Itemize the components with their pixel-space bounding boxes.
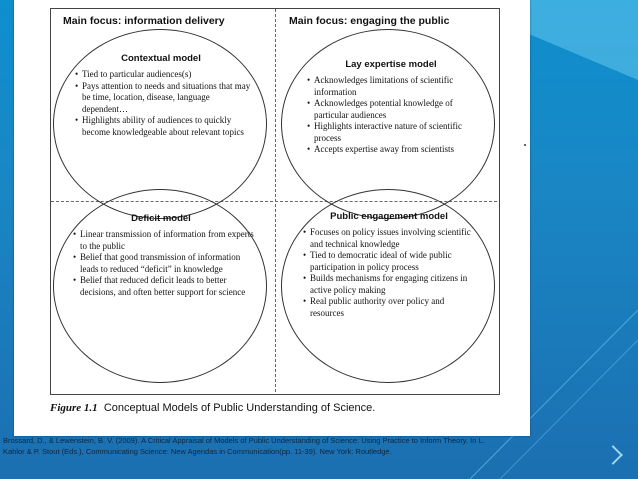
public-engagement-point: • Focuses on policy issues involving scientific and technical knowledge <box>303 227 479 250</box>
public-engagement-point: • Real public authority over policy and resources <box>303 296 479 319</box>
public-engagement-point: • Builds mechanisms for engaging citizens in active policy making <box>303 273 479 296</box>
lay-expertise-model-points <box>307 75 477 156</box>
deficit-point: • Belief that reduced deficit leads to better decisions, and often better support for science <box>73 275 255 298</box>
figure-caption-text: Conceptual Models of Public Understanding of Science. <box>103 402 376 414</box>
source-citation: Brossard, D., & Lewenstein, B. V. (2009). A Critical Appraisal of Models of Public Understanding of Science: Using Practice to Inform Theory. In L. Kahlor & P. Stout (Eds.), Communicating Science: New Agendas in Communication(pp. 11-39). New York: Routledge. <box>3 436 485 456</box>
diagram-frame <box>50 8 500 395</box>
deficit-model-title: Deficit model <box>131 213 191 224</box>
deficit-point: • Linear transmission of information from experts to the public <box>73 229 255 252</box>
contextual-point: • Tied to particular audiences(s) <box>75 69 255 81</box>
public-engagement-model-points <box>303 227 479 319</box>
lay-expertise-point: • Acknowledges potential knowledge of particular audiences <box>307 98 477 121</box>
lay-expertise-point: • Acknowledges limitations of scientific information <box>307 75 477 98</box>
lay-expertise-point: • Accepts expertise away from scientists <box>307 144 477 156</box>
contextual-model-title: Contextual model <box>121 53 201 64</box>
figure-caption <box>50 402 375 414</box>
lay-expertise-model-title: Lay expertise model <box>345 59 437 70</box>
deficit-model-points <box>73 229 255 298</box>
heading-information-delivery: Main focus: information delivery <box>63 15 225 27</box>
figure-panel <box>14 0 530 436</box>
contextual-point: • Highlights ability of audiences to quickly become knowledgeable about relevant topics <box>75 115 255 138</box>
deficit-point: • Belief that good transmission of information leads to reduced “deficit” in knowledge <box>73 252 255 275</box>
public-engagement-point: • Tied to democratic ideal of wide public participation in policy process <box>303 250 479 273</box>
scan-dot <box>524 144 526 146</box>
heading-engaging-public: Main focus: engaging the public <box>289 15 450 27</box>
figure-caption-label: Figure 1.1 <box>50 402 98 414</box>
public-engagement-model-title: Public engagement model <box>330 211 448 222</box>
contextual-point: • Pays attention to needs and situations that may be time, location, disease, language dependent… <box>75 81 255 116</box>
contextual-model-points <box>75 69 255 138</box>
lay-expertise-point: • Highlights interactive nature of scientific process <box>307 121 477 144</box>
